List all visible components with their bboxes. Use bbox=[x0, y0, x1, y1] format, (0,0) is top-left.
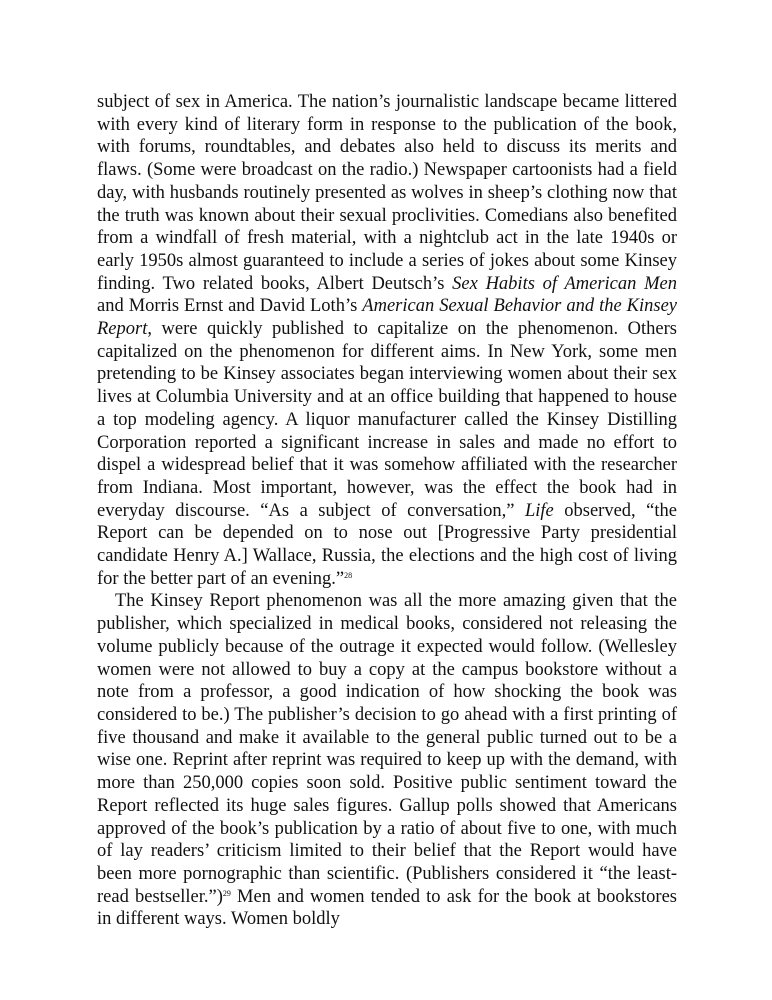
book-title-american-sexual-behavior: American Sexual Behavior and the Kinsey Report bbox=[97, 296, 678, 340]
page-body bbox=[97, 91, 677, 931]
paragraph-2-text-2: Men and women tended to ask for the book at bookstores in different ways. Women boldly bbox=[97, 886, 677, 930]
paragraph-2 bbox=[97, 590, 677, 931]
paragraph-1-text-2: and Morris Ernst and David Loth’s bbox=[97, 296, 363, 317]
magazine-title-life: Life bbox=[524, 500, 554, 521]
paragraph-1-text-1: subject of sex in America. The nation’s journalistic landscape became littered with every kind of literary form in response to the publication of the book, with forums, roundtables, and debates also held to discuss its merits and flaws. (Some were broadcast on the radio.) Newspaper cartoonists had a field day, with husbands routinely presented as wolves in sheep’s clothing now that the truth was known about their sexual proclivities. Comedians also benefited from a windfall of fresh material, with a nightclub act in the late 1940s or early 1950s almost guaranteed to include a series of jokes about some Kinsey finding. Two related books, Albert Deutsch’s bbox=[97, 92, 677, 294]
book-title-sex-habits: Sex Habits of American Men bbox=[452, 273, 677, 294]
paragraph-1 bbox=[97, 91, 677, 590]
footnote-ref-29: 29 bbox=[222, 888, 231, 898]
paragraph-1-text-4: observed, “the Report can be depended on to nose out [Progressive Party presidential candidate Henry A.] Wallace, Russia, the elections and the high cost of living for the better part of an evening.” bbox=[97, 500, 677, 589]
paragraph-2-text-1: The Kinsey Report phenomenon was all the more amazing given that the publisher, which specialized in medical books, considered not releasing the volume publicly because of the outrage it expected would follow. (Wellesley women were not allowed to buy a copy at the campus bookstore without a note from a professor, a good indication of how shocking the book was considered to be.) The publisher’s decision to go ahead with a first printing of five thousand and make it available to the general public turned out to be a wise one. Reprint after reprint was required to keep up with the demand, with more than 250,000 copies soon sold. Positive public sentiment toward the Report reflected its huge sales figures. Gallup polls showed that Americans approved of the book’s publication by a ratio of about five to one, with much of lay readers’ criticism limited to their belief that the Report would have been more pornographic than scientific. (Publishers considered it “the least-read bestseller.”) bbox=[97, 591, 677, 907]
paragraph-1-text-3: , were quickly published to capitalize on the phenomenon. Others capitalized on the phenomenon for different aims. In New York, some men pretending to be Kinsey associates began interviewing women about their sex lives at Columbia University and at an office building that happened to house a top modeling agency. A liquor manufacturer called the Kinsey Distilling Corporation reported a significant increase in sales and made no effort to dispel a widespread belief that it was somehow affiliated with the researcher from Indiana. Most important, however, was the effect the book had in everyday discourse. “As a subject of conversation,” bbox=[97, 319, 677, 521]
footnote-ref-28: 28 bbox=[344, 570, 353, 580]
